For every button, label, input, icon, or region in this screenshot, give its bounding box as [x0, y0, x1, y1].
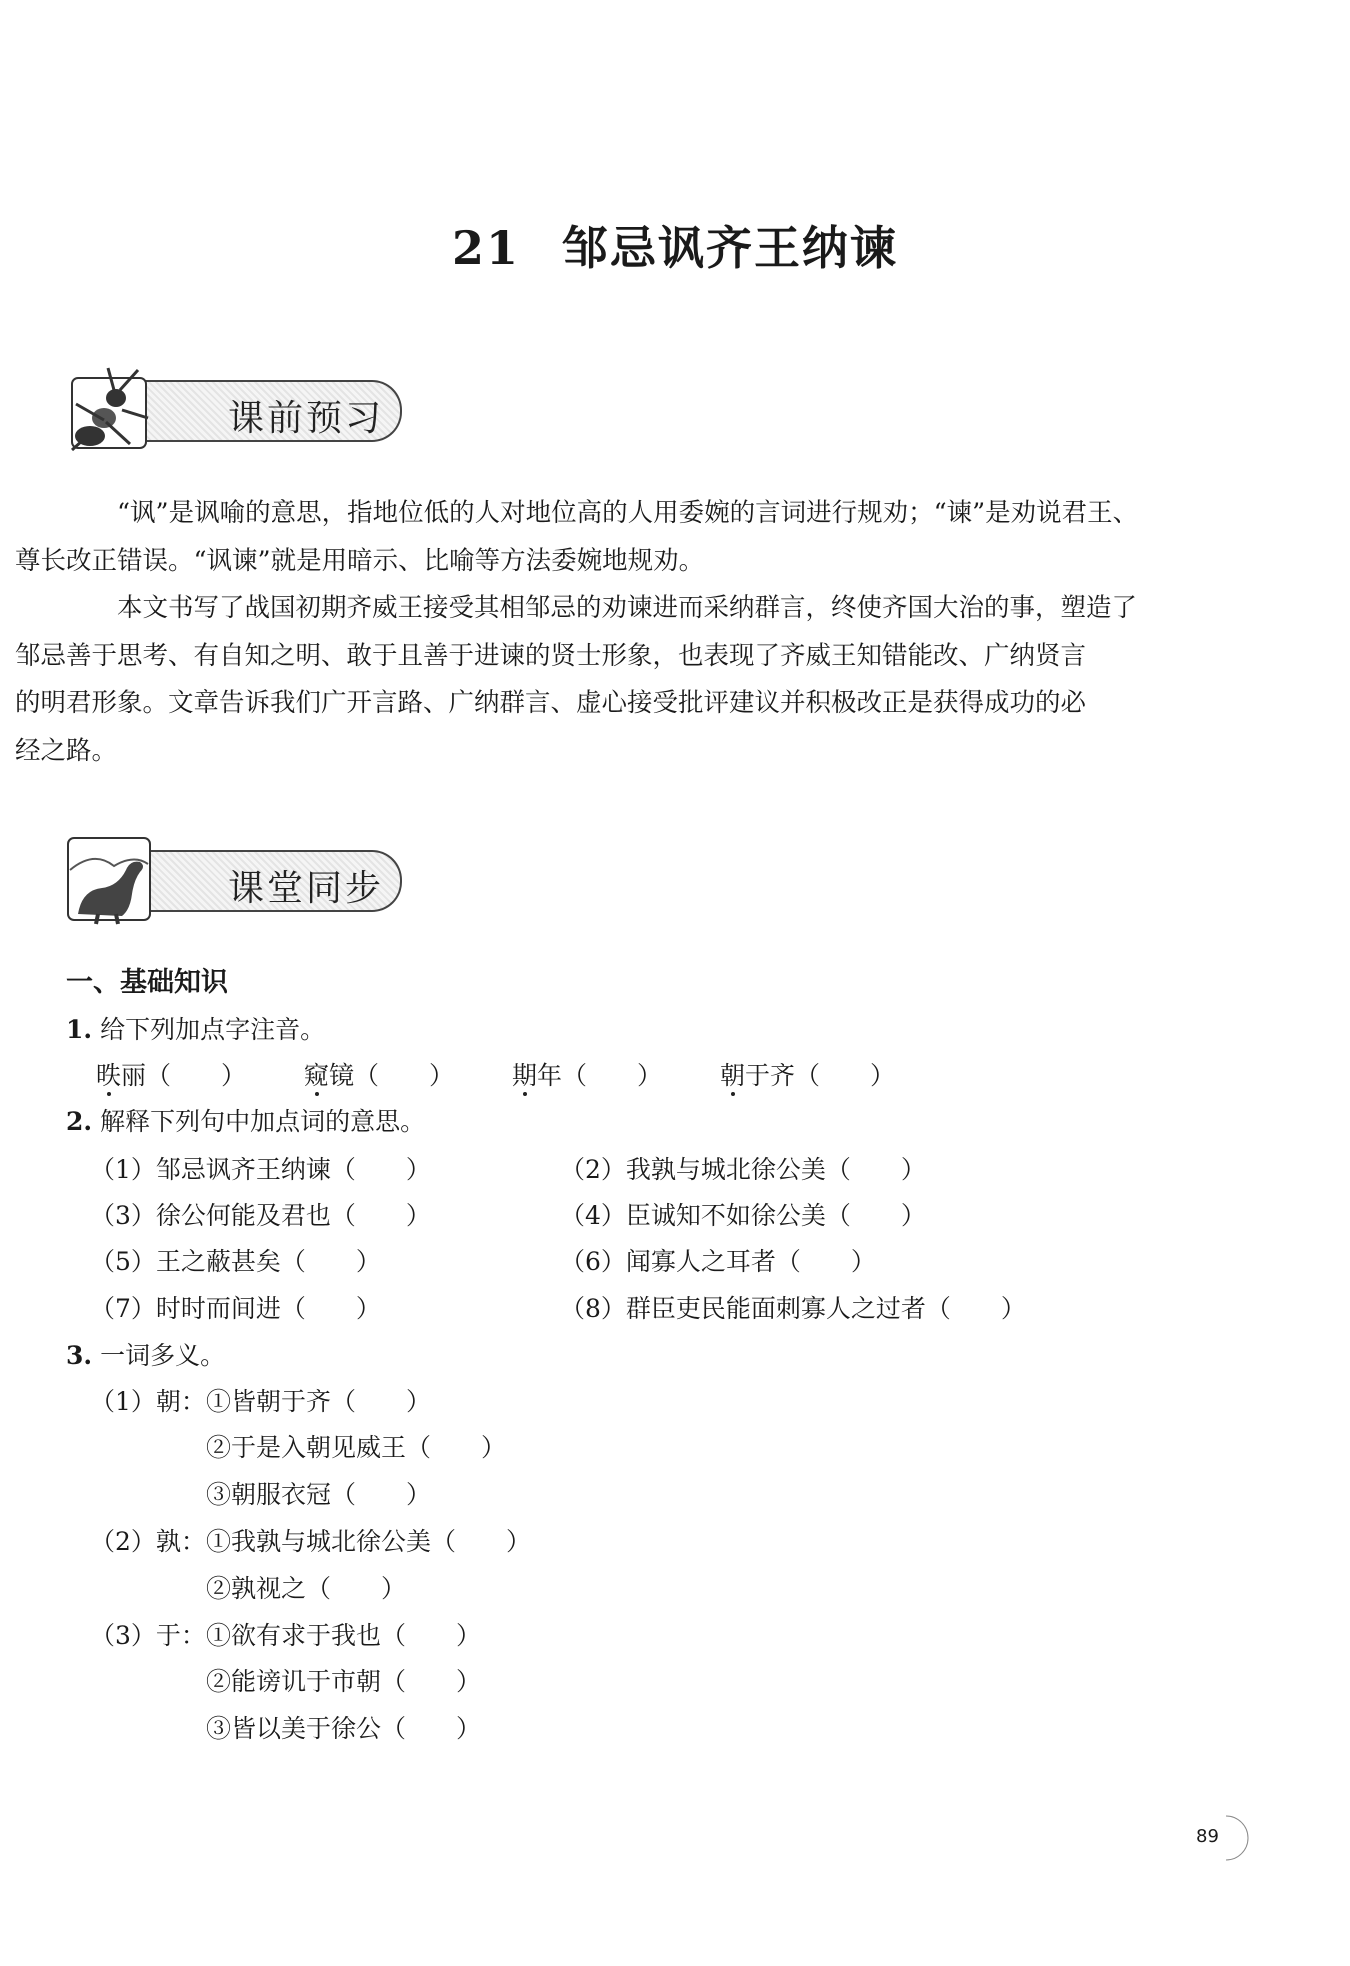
- intro-paragraph-1: [15, 490, 1250, 585]
- question-2: [66, 1102, 425, 1138]
- q3-group-label: （3）于：: [90, 1621, 206, 1650]
- banner-pill: [142, 850, 402, 912]
- text-line: 邹忌善于思考、有自知之明、敢于且善于进谏的贤士形象，也表现了齐威王知错能改、广纳贤言: [15, 640, 1087, 671]
- lesson-number: 21: [451, 221, 520, 275]
- dotted-char: 窥: [304, 1056, 329, 1092]
- question-text: 解释下列句中加点词的意思。: [100, 1107, 426, 1136]
- dinosaur-icon: [64, 830, 164, 926]
- q1-item: [304, 1056, 454, 1092]
- q3-item: ②于是入朝见威王（ ）: [206, 1433, 507, 1462]
- lesson-title: [0, 212, 1350, 278]
- q1-item: [512, 1056, 662, 1092]
- q3-item: ①欲有求于我也（ ）: [206, 1621, 482, 1650]
- q2-item: （5）王之蔽甚矣（ ）: [90, 1247, 381, 1276]
- q2-item: （7）时时而间进（ ）: [90, 1294, 381, 1323]
- text-line: “讽”是讽喻的意思，指地位低的人对地位高的人用委婉的言词进行规劝；“谏”是劝说君王、: [117, 498, 1139, 528]
- banner-pill: [142, 380, 402, 442]
- item-text: 丽（ ）: [121, 1061, 247, 1090]
- q3-group-label: （1）朝：: [90, 1387, 206, 1416]
- intro-text: [15, 490, 1250, 775]
- dotted-char: 昳: [96, 1056, 121, 1092]
- item-text: 年（ ）: [537, 1061, 663, 1090]
- text-line: 的明君形象。文章告诉我们广开言路、广纳群言、虚心接受批评建议并积极改正是获得成功的必: [15, 688, 1087, 718]
- text-line: 本文书写了战国初期齐威王接受其相邹忌的劝谏进而采纳群言，终使齐国大治的事，塑造了: [117, 593, 1138, 623]
- text-line: 尊长改正错误。“讽谏”就是用暗示、比喻等方法委婉地规劝。: [15, 545, 705, 576]
- q3-item: ②孰视之（ ）: [206, 1574, 407, 1603]
- question-text: 一词多义。: [100, 1341, 226, 1370]
- question-1: [66, 1010, 325, 1046]
- q3-group-label: （2）孰：: [90, 1527, 206, 1556]
- question-number: 3.: [66, 1341, 93, 1370]
- question-number: 2.: [66, 1107, 93, 1136]
- q3-item: ②能谤讥于市朝（ ）: [206, 1667, 482, 1696]
- item-text: 镜（ ）: [329, 1061, 455, 1090]
- q2-item: （6）闻寡人之耳者（ ）: [560, 1247, 876, 1276]
- part-heading: 一、基础知识: [66, 967, 228, 998]
- item-text: 于齐（ ）: [745, 1061, 896, 1090]
- section-banner-preview: [64, 360, 424, 450]
- lesson-name: 邹忌讽齐王纳谏: [562, 221, 898, 275]
- question-text: 给下列加点字注音。: [100, 1015, 326, 1044]
- q2-item: （2）我孰与城北徐公美（ ）: [560, 1155, 926, 1184]
- banner-label: 课前预习: [228, 398, 385, 439]
- section-banner-classroom: [64, 830, 424, 920]
- intro-paragraph-2: [15, 585, 1250, 775]
- q2-item: （4）臣诚知不如徐公美（ ）: [560, 1201, 926, 1230]
- question-number: 1.: [66, 1015, 93, 1044]
- ant-icon: [64, 360, 164, 456]
- banner-label: 课堂同步: [228, 868, 385, 909]
- q3-item: ③皆以美于徐公（ ）: [206, 1714, 482, 1743]
- q1-item: [96, 1056, 246, 1092]
- q2-item: （3）徐公何能及君也（ ）: [90, 1201, 431, 1230]
- dotted-char: 期: [512, 1056, 537, 1092]
- q1-item: [720, 1056, 895, 1092]
- text-line: 经之路。: [15, 735, 118, 766]
- dotted-char: 朝: [720, 1056, 745, 1092]
- q2-item: （8）群臣吏民能面刺寡人之过者（ ）: [560, 1294, 1026, 1323]
- page-number: 89: [1196, 1826, 1219, 1847]
- q2-item: （1）邹忌讽齐王纳谏（ ）: [90, 1155, 431, 1184]
- question-3: [66, 1336, 225, 1372]
- q3-item: ①我孰与城北徐公美（ ）: [206, 1527, 532, 1556]
- q3-item: ③朝服衣冠（ ）: [206, 1480, 432, 1509]
- q3-item: ①皆朝于齐（ ）: [206, 1387, 432, 1416]
